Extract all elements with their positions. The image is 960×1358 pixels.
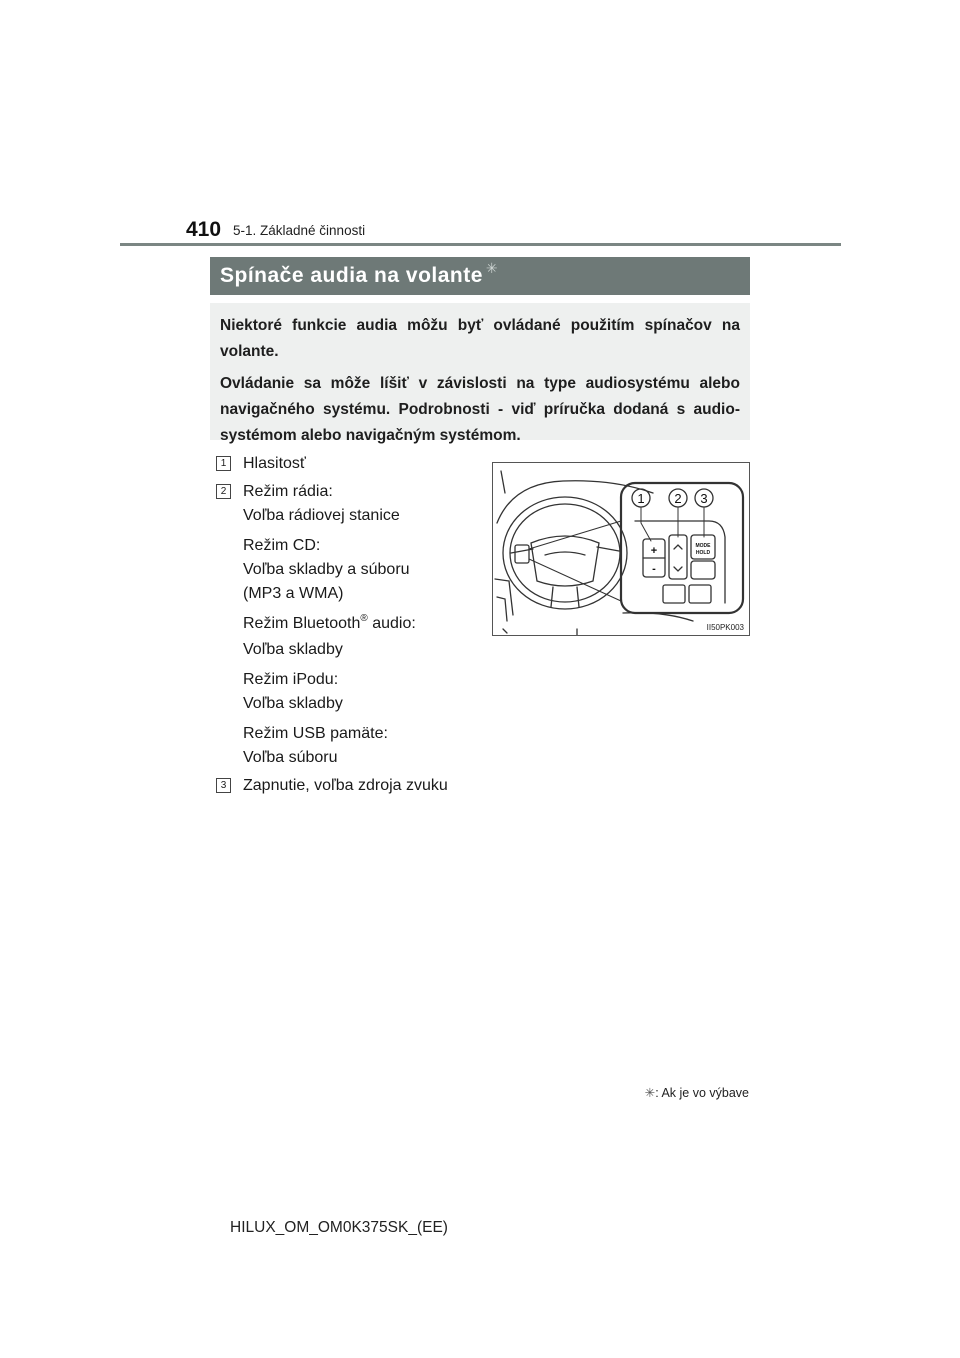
registered-mark: ® — [360, 613, 368, 624]
footnote-star-icon: ✳ — [644, 1086, 656, 1100]
item-number-badge: 1 — [216, 456, 231, 471]
title-bar — [210, 257, 750, 295]
sub-item-mode: Režim iPodu: — [243, 671, 339, 688]
list-item — [216, 452, 486, 476]
intro-box — [210, 303, 750, 444]
sub-item-desc: Voľba skladby — [243, 641, 343, 658]
item-label: Režim rádia: — [243, 483, 333, 500]
header-rule — [120, 243, 841, 246]
steering-wheel-drawing — [493, 463, 749, 635]
sub-item — [243, 612, 416, 662]
hold-label: HOLD — [695, 550, 711, 556]
sub-item-mode: Režim Bluetooth® audio: — [243, 613, 416, 632]
optional-equipment-marker: ✳ — [485, 259, 498, 276]
sub-item — [243, 534, 416, 606]
item-list — [216, 452, 486, 802]
figure-callout-2: 2 — [674, 491, 682, 506]
item-number-badge: 3 — [216, 778, 231, 793]
sub-item-mode: Režim CD: — [243, 537, 321, 554]
intro-paragraph-2: Ovládanie sa môže líšiť v závislosti na type audiosystému alebo navigačného systému. Podrobnosti - viď príručka dodaná s audio-systémom alebo navigačným systémom. — [220, 375, 740, 444]
figure-callout-3: 3 — [700, 491, 708, 506]
sub-item-desc: Voľba skladby a súboru — [243, 561, 410, 578]
steering-switch-illustration — [492, 462, 750, 636]
figure-callout-1: 1 — [637, 491, 645, 506]
list-item — [216, 774, 486, 798]
figure-code: II50PK003 — [706, 623, 744, 632]
footnote-text: : Ak je vo výbave — [655, 1086, 749, 1100]
sub-item — [243, 722, 416, 770]
document-code: HILUX_OM_OM0K375SK_(EE) — [230, 1219, 448, 1236]
footnote — [645, 1085, 749, 1100]
section-label: 5-1. Základné činnosti — [233, 223, 366, 238]
volume-plus-label: + — [650, 545, 658, 557]
page-title: Spínače audia na volante — [220, 264, 483, 287]
item-label: Voľba rádiovej stanice — [243, 507, 400, 524]
mode-label: MODE — [695, 543, 711, 549]
item-label: Hlasitosť — [243, 455, 306, 472]
sub-item-desc: (MP3 a WMA) — [243, 585, 344, 602]
item-number-badge: 2 — [216, 484, 231, 499]
item-label: Zapnutie, voľba zdroja zvuku — [243, 777, 448, 794]
sub-item-desc: Voľba súboru — [243, 749, 338, 766]
sub-item-desc: Voľba skladby — [243, 695, 343, 712]
sub-item — [243, 668, 416, 716]
list-item — [216, 480, 486, 770]
volume-minus-label: - — [652, 563, 656, 575]
intro-paragraph-1: Niektoré funkcie audia môžu byť ovládané použitím spínačov na volante. — [220, 317, 740, 360]
page-number: 410 — [186, 218, 222, 241]
sub-item-mode: Režim USB pamäte: — [243, 725, 388, 742]
